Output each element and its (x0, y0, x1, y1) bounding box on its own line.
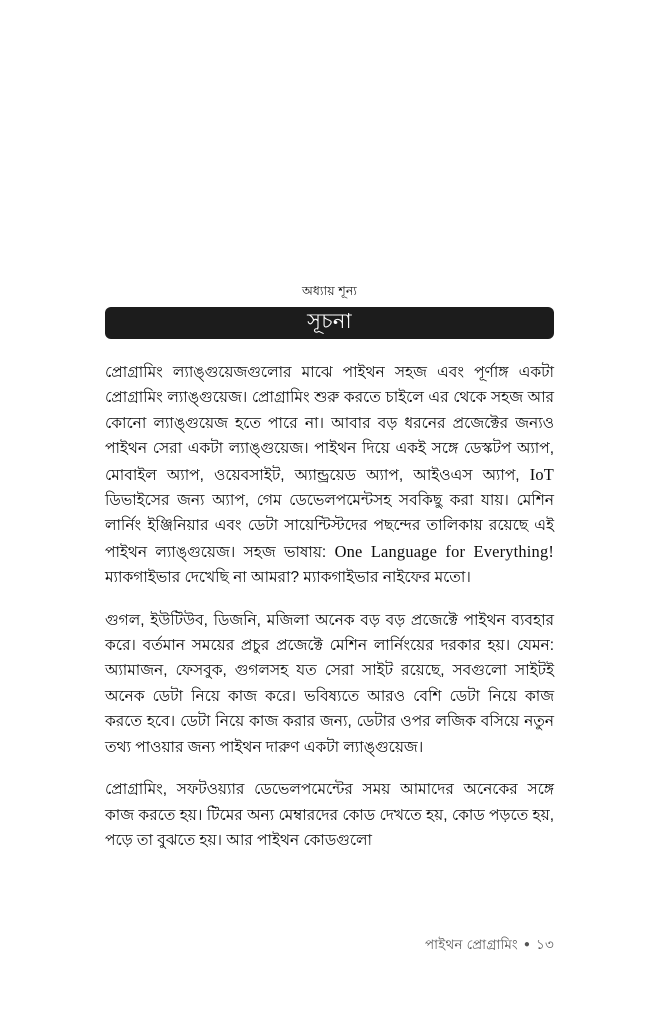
bangla-text-run: ডিভাইসের জন্য অ্যাপ, গেম ডেভেলপমেন্টসহ সবকিছু করা যায়। মেশিন লার্নিং ইঞ্জিনিয়ার এবং ডেটা সায়েন্টিস্টদের পছন্দের তালিকায় রয়েছে এই পাইথন ল্যাঙ্গুয়েজ। সহজ ভাষায়: (105, 492, 554, 561)
bangla-text-run: ম্যাকগাইভার দেখেছি না আমরা? ম্যাকগাইভার নাইফের মতো। (105, 569, 471, 587)
footer-bullet-icon: ● (523, 939, 531, 951)
paragraph-1 (105, 360, 554, 591)
page-footer (105, 936, 554, 954)
chapter-title-banner (105, 307, 554, 339)
footer-book-title: পাইথন প্রোগ্রামিং (424, 937, 518, 952)
body-text-block (105, 360, 554, 853)
chapter-eyebrow-label: অধ্যায় শূন্য (302, 284, 357, 298)
latin-text-run: One Language for Everything! (334, 541, 554, 561)
bangla-text-run: গুগল, ইউটিউব, ডিজনি, মজিলা অনেক বড় বড় প্রজেক্টে পাইথন ব্যবহার করে। বর্তমান সময়ের প্রচুর প্রজেক্টে মেশিন লার্নিংয়ের দরকার হয়। যেমন: অ্যামাজন, ফেসবুক, গুগলসহ যত সেরা সাইট রয়েছে, সবগুলো সাইটই অনেক ডেটা নিয়ে কাজ করে। ভবিষ্যতে আরও বেশি ডেটা নিয়ে কাজ করতে হবে। ডেটা নিয়ে কাজ করার জন্য, ডেটার ওপর লজিক বসিয়ে নতুন তথ্য পাওয়ার জন্য পাইথন দারুণ একটা ল্যাঙ্গুয়েজ। (105, 611, 554, 756)
paragraph-3 (105, 777, 554, 853)
latin-text-run: IoT (529, 464, 554, 484)
bangla-text-run: প্রোগ্রামিং ল্যাঙ্গুয়েজগুলোর মাঝে পাইথন সহজ এবং পূর্ণাঙ্গ একটা প্রোগ্রামিং ল্যাঙ্গুয়েজ। প্রোগ্রামিং শুরু করতে চাইলে এর থেকে সহজ আর কোনো ল্যাঙ্গুয়েজ হতে পারে না। আবার বড় ধরনের প্রজেক্টের জন্যও পাইথন সেরা একটা ল্যাঙ্গুয়েজ। পাইথন দিয়ে একই সঙ্গে ডেস্কটপ অ্যাপ, মোবাইল অ্যাপ, ওয়েবসাইট, অ্যান্ড্রয়েড অ্যাপ, আইওএস অ্যাপ, (105, 364, 554, 484)
chapter-title: সূচনা (307, 310, 352, 333)
bangla-text-run: প্রোগ্রামিং, সফটওয়্যার ডেভেলপমেন্টের সময় আমাদের অনেকের সঙ্গে কাজ করতে হয়। টিমের অন্য মেম্বারদের কোড দেখতে হয়, কোড পড়তে হয়, পড়ে তা বুঝতে হয়। আর পাইথন কোডগুলো (105, 781, 554, 849)
paragraph-2 (105, 608, 554, 760)
footer-page-number: ১৩ (536, 937, 554, 952)
